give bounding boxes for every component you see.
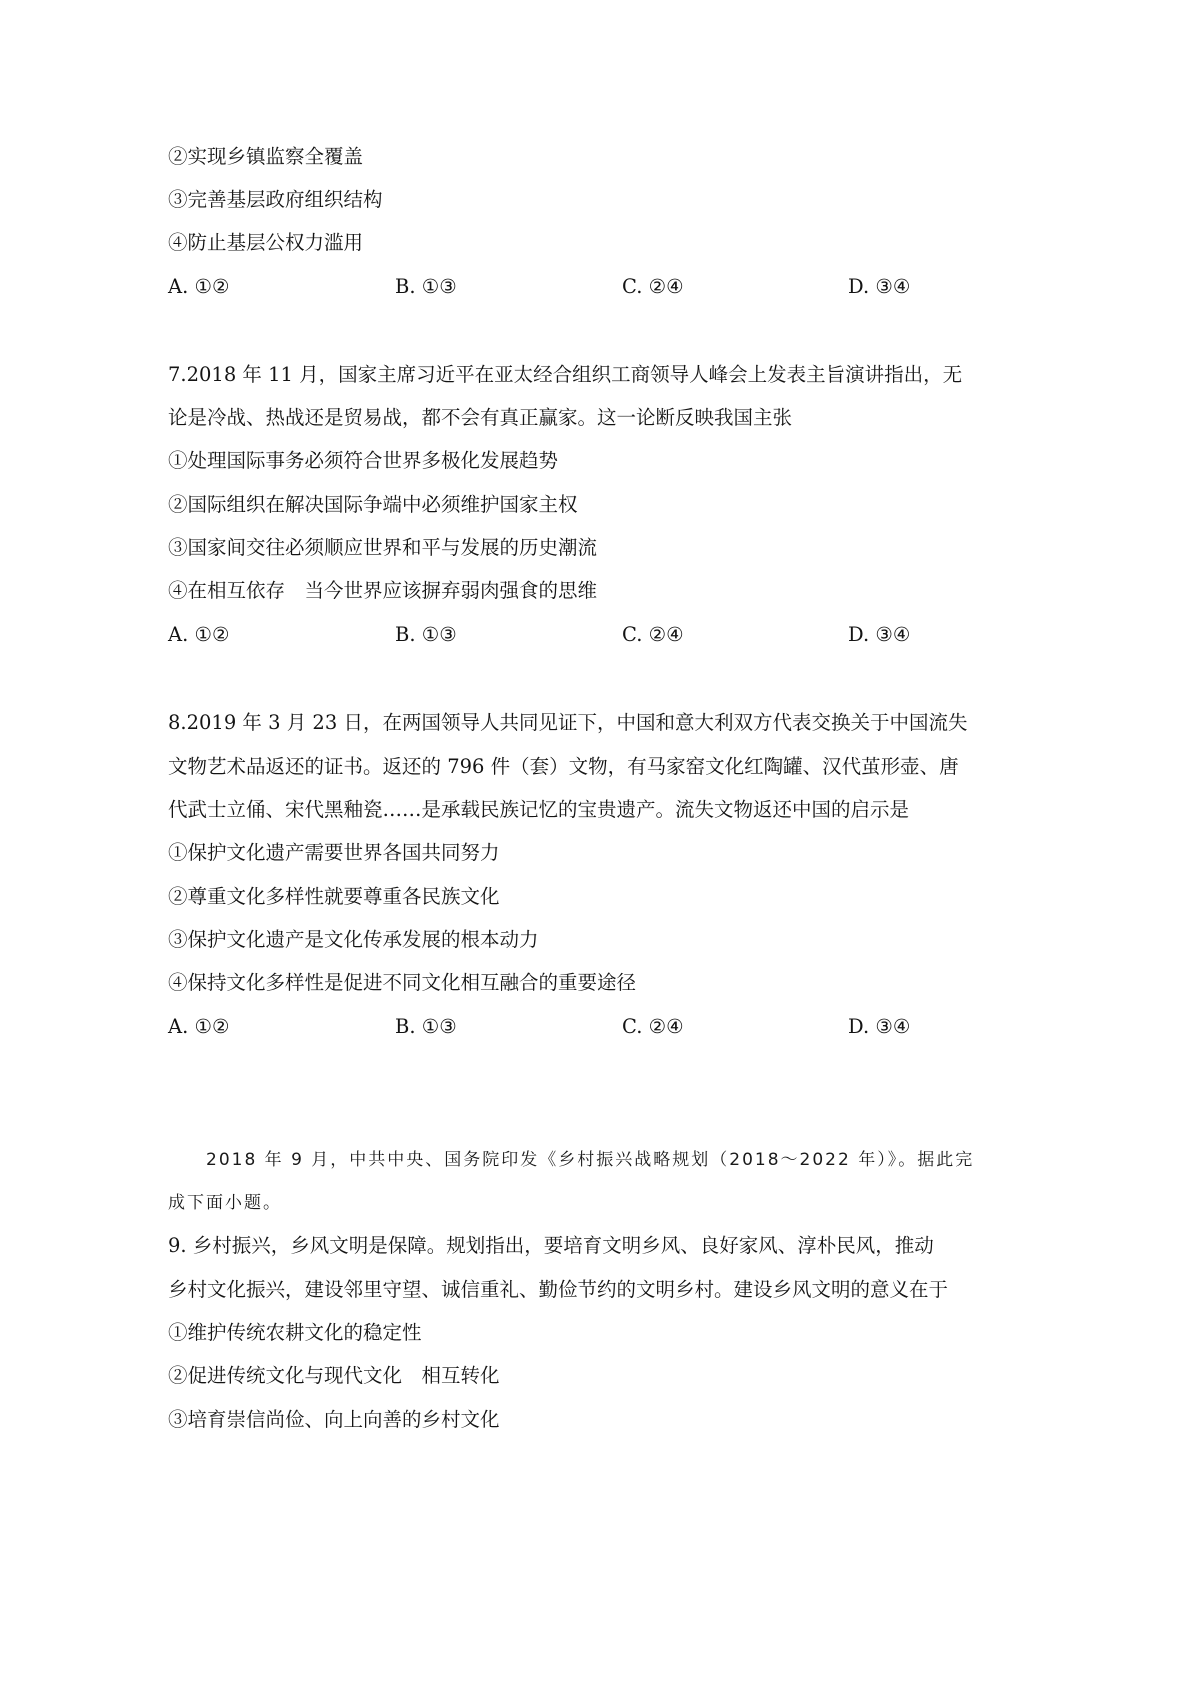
q7-choice-a: A. ①②	[168, 623, 230, 646]
q8-choice-a: A. ①②	[168, 1015, 230, 1038]
q8-choice-c: C. ②④	[622, 1015, 684, 1038]
q6-choice-b: B. ①③	[395, 275, 457, 298]
q6-option-4: ④防止基层公权力滥用	[168, 231, 364, 254]
q7-option-2: ②国际组织在解决国际争端中必须维护国家主权	[168, 493, 578, 516]
q9-option-3: ③培育崇信尚俭、向上向善的乡村文化	[168, 1408, 500, 1431]
q8-stem-line: 8.2019 年 3 月 23 日，在两国领导人共同见证下，中国和意大利双方代表交换关于中国流失	[168, 711, 968, 734]
q6-option-2: ②实现乡镇监察全覆盖	[168, 145, 364, 168]
q6-option-3: ③完善基层政府组织结构	[168, 188, 383, 211]
q7-stem-line: 7.2018 年 11 月，国家主席习近平在亚太经合组织工商领导人峰会上发表主旨演讲指出，无	[168, 363, 963, 386]
q7-option-4: ④在相互依存 当今世界应该摒弃弱肉强食的思维	[168, 579, 598, 602]
q6-choice-d: D. ③④	[848, 275, 911, 298]
q6-choice-c: C. ②④	[622, 275, 684, 298]
q7-stem-line: 论是冷战、热战还是贸易战，都不会有真正赢家。这一论断反映我国主张	[168, 406, 793, 429]
q7-choice-c: C. ②④	[622, 623, 684, 646]
q9-stem-line: 乡村文化振兴，建设邻里守望、诚信重礼、勤俭节约的文明乡村。建设乡风文明的意义在于	[168, 1278, 949, 1301]
q9-stem-line: 9. 乡村振兴，乡风文明是保障。规划指出，要培育文明乡风、良好家风、淳朴民风，推动	[168, 1234, 934, 1257]
material-line: 成下面小题。	[168, 1193, 282, 1213]
q9-option-2: ②促进传统文化与现代文化 相互转化	[168, 1364, 500, 1387]
q8-stem-line: 代武士立俑、宋代黑釉瓷……是承载民族记忆的宝贵遗产。流失文物返还中国的启示是	[168, 798, 910, 821]
q9-option-1: ①维护传统农耕文化的稳定性	[168, 1321, 422, 1344]
q8-option-3: ③保护文化遗产是文化传承发展的根本动力	[168, 928, 539, 951]
q8-choice-b: B. ①③	[395, 1015, 457, 1038]
q7-option-1: ①处理国际事务必须符合世界多极化发展趋势	[168, 449, 559, 472]
q7-choice-d: D. ③④	[848, 623, 911, 646]
q7-option-3: ③国家间交往必须顺应世界和平与发展的历史潮流	[168, 536, 598, 559]
q8-option-1: ①保护文化遗产需要世界各国共同努力	[168, 841, 500, 864]
q8-stem-line: 文物艺术品返还的证书。返还的 796 件（套）文物，有马家窑文化红陶罐、汉代茧形壶、唐	[168, 755, 959, 778]
q8-option-4: ④保持文化多样性是促进不同文化相互融合的重要途径	[168, 971, 637, 994]
q8-option-2: ②尊重文化多样性就要尊重各民族文化	[168, 885, 500, 908]
q8-choice-d: D. ③④	[848, 1015, 911, 1038]
q6-choice-a: A. ①②	[168, 275, 230, 298]
q7-choice-b: B. ①③	[395, 623, 457, 646]
material-line: 2018 年 9 月，中共中央、国务院印发《乡村振兴战略规划（2018～2022 年）》。据此完	[206, 1150, 975, 1170]
